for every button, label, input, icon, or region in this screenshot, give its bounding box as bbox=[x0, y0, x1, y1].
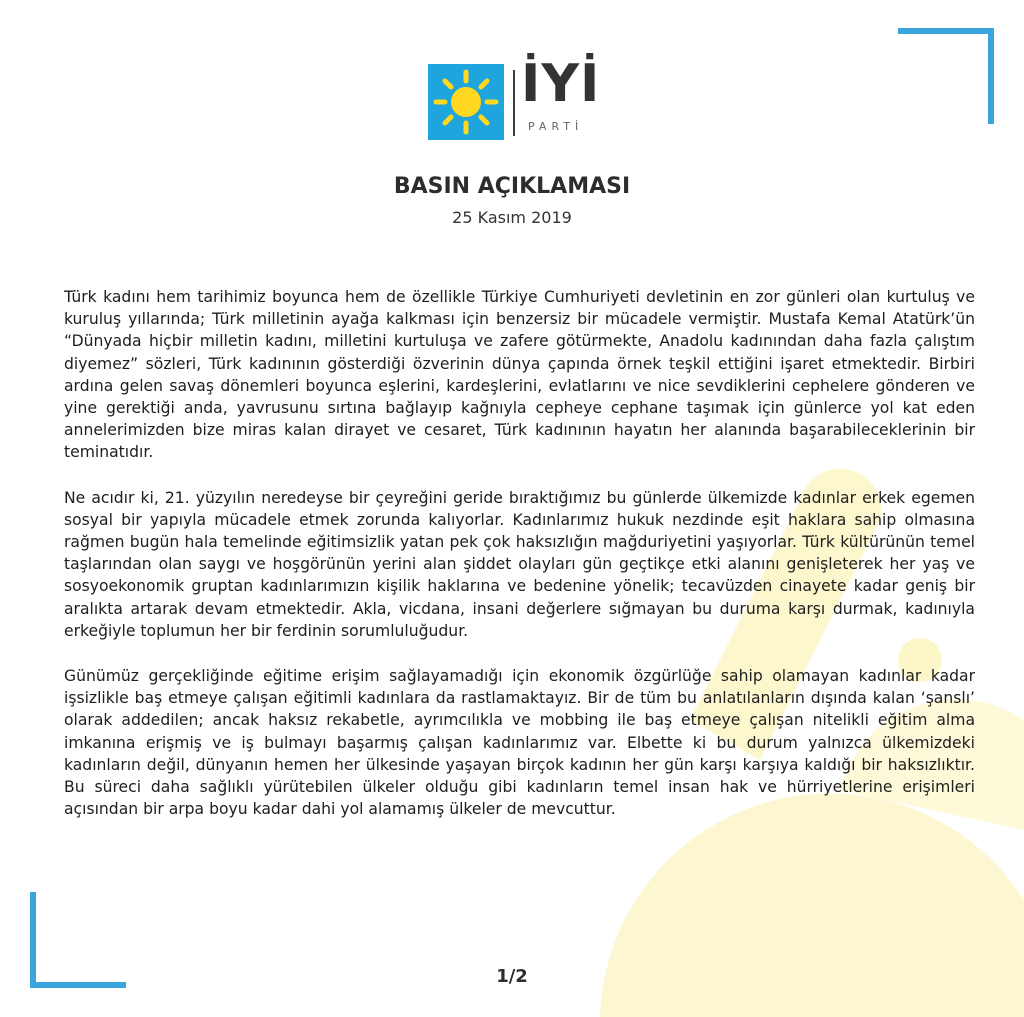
document-body bbox=[64, 286, 975, 843]
paragraph: Türk kadını hem tarihimiz boyunca hem de özellikle Türkiye Cumhuriyeti devletinin en zor günleri olan kurtuluş ve kuruluş yıllarında; Türk milletinin ayağa kalkması için benzersiz bir mücadele vermiştir. Mustafa Kemal Atatürk’ün “Dünyada hiçbir milletin kadını, milletini kurtuluşa ve zafere götürmekte, Anadolu kadınından daha fazla çalıştım diyemez” sözleri, Türk kadınının gösterdiği özverinin dünya çapında örnek teşkil ettiğini işaret etmektedir. Birbiri ardına gelen savaş dönemleri boyunca eşlerini, kardeşlerini, evlatlarını ve nice sevdiklerini cephelere gönderen ve yine gerektiği anda, yavrusunu sırtına bağlayıp kağnıyla cepheye cephane taşımak için günlerce yol kat eden annelerimizden bize miras kalan dirayet ve cesaret, Türk kadınının hayatın her alanında başarabileceklerinin bir teminatıdır. bbox=[64, 288, 975, 462]
logo-separator bbox=[513, 70, 515, 136]
logo-wordmark: İYİ bbox=[521, 54, 601, 114]
paragraph: Günümüz gerçekliğinde eğitime erişim sağlayamadığı için ekonomik özgürlüğe sahip olamayan kadınlar kadar işsizlikle baş etmeye çalışan eğitimli kadınlara da rastlamaktayız. Bir de tüm bu anlatılanların dışında kalan ‘şanslı’ olarak addedilen; ancak haksız rekabetle, ayrımcılıkla ve mobbing ile baş etmeye çalışan nitelikli eğitim alma imkanına erişmiş ve iş bulmayı başarmış çalışan kadınlarımız var. Elbette ki bu durum yalnızca ülkemizdeki kadınların değil, dünyanın hemen her ülkesinde yaşayan birçok kadının her gün karşı karşıya kaldığı bir haksızlıktır. Bu süreci daha sağlıklı yürütebilen ülkeler olduğu gibi kadınların temel insan hak ve hürriyetlerine erişimleri açısından bir arpa boyu kadar dahi yol alamamış ülkeler de mevcuttur. bbox=[64, 667, 975, 819]
logo-subtitle: PARTİ bbox=[528, 120, 584, 133]
corner-bracket-top-right bbox=[898, 28, 994, 124]
page-number: 1/2 bbox=[496, 966, 528, 987]
document-date: 25 Kasım 2019 bbox=[452, 208, 572, 227]
paragraph: Ne acıdır ki, 21. yüzyılın neredeyse bir çeyreğini geride bıraktığımız bu günlerde ülkemizde kadınlar erkek egemen sosyal bir yapıyla mücadele etmek zorunda kalıyorlar. Kadınlarımız hukuk nezdinde eşit haklara sahip olmasına rağmen bugün hala temelinde eğitimsizlik yatan pek çok haksızlığın mağduriyetini yaşıyorlar. Türk kültürünün temel taşlarından olan saygı ve hoşgörünün yerini alan şiddet olayları gün geçtikçe etki alanını genişleterek her yaş ve sosyoekonomik gruptan kadınlarımızın kişilik haklarına ve bedenine yönelik; tecavüzden cinayete kadar geniş bir aralıkta artarak devam etmektedir. Akla, vicdana, insani değerlere sığmayan bu duruma karşı durmak, kadınıyla erkeğiyle toplumun her bir ferdinin sorumluluğudur. bbox=[64, 488, 975, 640]
document-title: BASIN AÇIKLAMASI bbox=[393, 174, 631, 199]
sun-logo-icon bbox=[428, 64, 504, 140]
